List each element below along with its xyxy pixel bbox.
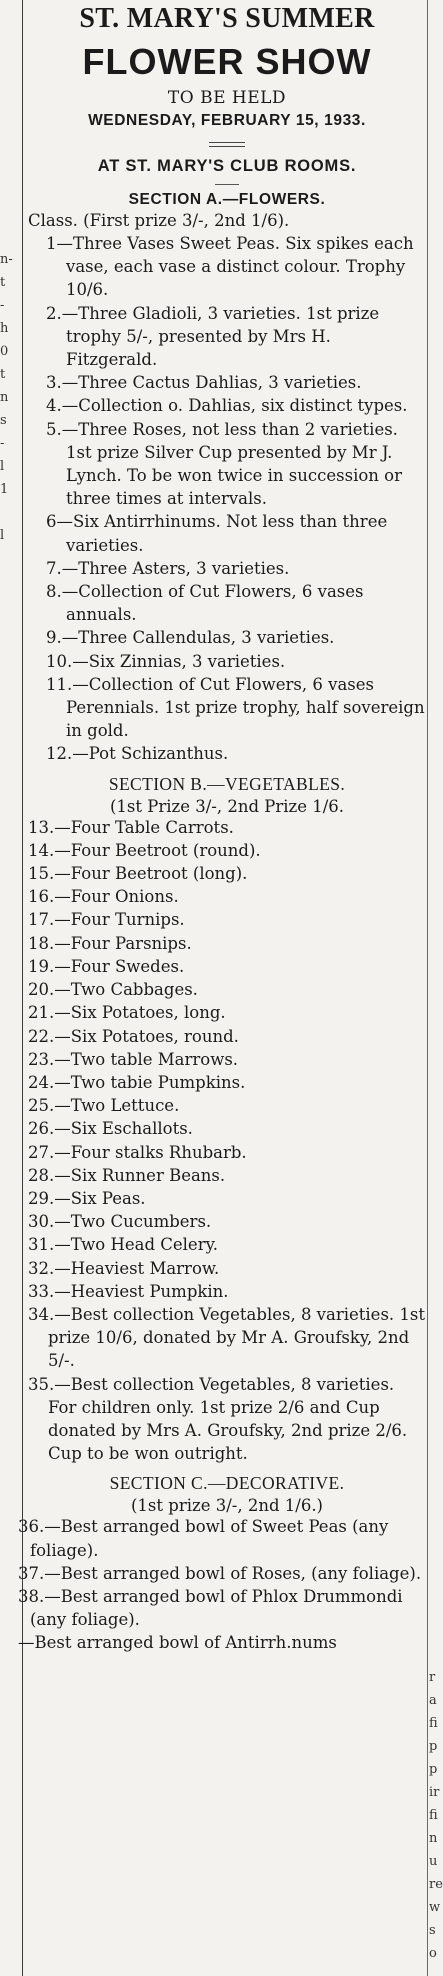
- margin-fragment: ir: [429, 1785, 440, 1800]
- margin-fragment: -: [0, 436, 5, 451]
- list-item: 6—Six Antirrhinums. Not less than three varieties.: [46, 512, 388, 555]
- list-item: 16.—Four Onions.: [28, 887, 179, 907]
- list-item: 18.—Four Parsnips.: [28, 933, 192, 953]
- to-be-held: TO BE HELD: [167, 88, 287, 108]
- margin-fragment: h: [0, 321, 9, 336]
- section-c-heading: SECTION C.—DECORATIVE.: [109, 1473, 345, 1494]
- title-line-2: FLOWER SHOW: [82, 41, 372, 82]
- section-b-list: [28, 816, 426, 1466]
- margin-fragment: fi: [429, 1808, 438, 1823]
- section-b-heading: SECTION B.—VEGETABLES.: [108, 773, 346, 794]
- list-item: 26.—Six Eschallots.: [28, 1119, 193, 1139]
- list-item: 36.—Best arranged bowl of Sweet Peas (any foliage).: [18, 1517, 389, 1560]
- margin-fragment: [0, 501, 20, 524]
- list-item: 37.—Best arranged bowl of Roses, (any foliage).: [18, 1563, 422, 1583]
- list-item: 7.—Three Asters, 3 varieties.: [46, 558, 290, 578]
- margin-fragment: l: [0, 528, 5, 543]
- list-item: 12.—Pot Schizanthus.: [46, 744, 229, 764]
- margin-fragment: s: [0, 413, 7, 428]
- list-item: 25.—Two Lettuce.: [28, 1096, 180, 1116]
- column-rule-left: [22, 0, 23, 1976]
- margin-fragment: p: [429, 1739, 438, 1754]
- list-item: 34.—Best collection Vegetables, 8 varieties. 1st prize 10/6, donated by Mr A. Groufsky, 2nd 5/-.: [28, 1304, 425, 1371]
- list-item: 8.—Collection of Cut Flowers, 6 vases annuals.: [46, 582, 364, 625]
- list-item: 3.—Three Cactus Dahlias, 3 varieties.: [46, 373, 362, 393]
- list-item: 23.—Two table Marrows.: [28, 1049, 239, 1069]
- section-a-heading: SECTION A.—FLOWERS.: [128, 191, 326, 208]
- list-item: 38.—Best arranged bowl of Phlox Drummondi (any foliage).: [18, 1586, 403, 1630]
- list-item: 20.—Two Cabbages.: [28, 980, 198, 1000]
- list-item: 1—Three Vases Sweet Peas. Six spikes each vase, each vase a distinct colour. Trophy 10/6.: [46, 234, 414, 300]
- margin-fragment: 1: [0, 482, 9, 497]
- separator: [215, 184, 239, 185]
- list-item: 33.—Heaviest Pumpkin.: [28, 1281, 229, 1301]
- list-item: 10.—Six Zinnias, 3 varieties.: [46, 651, 286, 671]
- separator: [209, 142, 245, 147]
- list-item: 9.—Three Callendulas, 3 varieties.: [46, 628, 335, 648]
- list-item: 31.—Two Head Celery.: [28, 1235, 218, 1255]
- section-b-prize: (1st Prize 3/-, 2nd Prize 1/6.: [109, 796, 345, 816]
- margin-fragment: r: [429, 1670, 436, 1685]
- margin-fragment: s: [429, 1923, 436, 1938]
- article: [18, 0, 426, 1655]
- list-item: 29.—Six Peas.: [28, 1188, 146, 1208]
- section-a-list: [36, 232, 426, 766]
- list-item: 35.—Best collection Vegetables, 8 varieties. For children only. 1st prize 2/6 and Cup donated by Mrs A. Groufsky, 2nd prize 2/6. Cup to be won outright.: [28, 1374, 408, 1464]
- list-item: 30.—Two Cucumbers.: [28, 1212, 212, 1232]
- margin-fragment: 0: [0, 344, 9, 359]
- left-column-fragments: [0, 248, 20, 547]
- margin-fragment: t: [0, 367, 6, 382]
- list-item: 14.—Four Beetroot (round).: [28, 840, 261, 860]
- margin-fragment: p: [429, 1762, 438, 1777]
- section-a-class-line: Class. (First prize 3/-, 2nd 1/6).: [28, 211, 290, 230]
- margin-fragment: re: [429, 1877, 443, 1892]
- margin-fragment: u: [429, 1854, 438, 1869]
- list-item: 13.—Four Table Carrots.: [28, 817, 234, 837]
- margin-fragment: a: [429, 1693, 437, 1708]
- list-item: —Best arranged bowl of Antirrh.nums: [18, 1633, 337, 1653]
- margin-fragment: n: [429, 1831, 438, 1846]
- margin-fragment: -: [0, 298, 5, 313]
- section-c-prize: (1st prize 3/-, 2nd 1/6.): [131, 1496, 323, 1516]
- column-rule-right: [427, 0, 428, 1976]
- title-line-1: ST. MARY'S SUMMER: [79, 3, 375, 34]
- margin-fragment: n-: [0, 252, 13, 267]
- list-item: 22.—Six Potatoes, round.: [28, 1026, 239, 1046]
- list-item: 5.—Three Roses, not less than 2 varieties. 1st prize Silver Cup presented by Mr J. Lynch. To be won twice in succession or three times at intervals.: [46, 419, 402, 509]
- list-item: 27.—Four stalks Rhubarb.: [28, 1142, 247, 1162]
- section-c-list: [18, 1515, 426, 1654]
- event-date: WEDNESDAY, FEBRUARY 15, 1933.: [88, 112, 366, 129]
- list-item: 2.—Three Gladioli, 3 varieties. 1st prize trophy 5/-, presented by Mrs H. Fitzgerald.: [46, 303, 380, 370]
- list-item: 32.—Heaviest Marrow.: [28, 1258, 220, 1278]
- margin-fragment: w: [429, 1900, 441, 1915]
- margin-fragment: t: [0, 275, 6, 290]
- venue: AT ST. MARY'S CLUB ROOMS.: [97, 157, 357, 175]
- list-item: 4.—Collection o. Dahlias, six distinct types.: [46, 396, 408, 416]
- list-item: 15.—Four Beetroot (long).: [28, 864, 248, 884]
- margin-fragment: o: [429, 1946, 437, 1961]
- list-item: 21.—Six Potatoes, long.: [28, 1003, 226, 1023]
- margin-fragment: l: [0, 459, 5, 474]
- right-column-fragments: [429, 1665, 443, 1964]
- margin-fragment: fi: [429, 1716, 438, 1731]
- list-item: 19.—Four Swedes.: [28, 956, 185, 976]
- list-item: 28.—Six Runner Beans.: [28, 1165, 226, 1185]
- list-item: 11.—Collection of Cut Flowers, 6 vases Perennials. 1st prize trophy, half sovereign in gold.: [46, 674, 425, 741]
- list-item: 24.—Two tabie Pumpkins.: [28, 1072, 246, 1092]
- margin-fragment: n: [0, 390, 9, 405]
- list-item: 17.—Four Turnips.: [28, 910, 185, 930]
